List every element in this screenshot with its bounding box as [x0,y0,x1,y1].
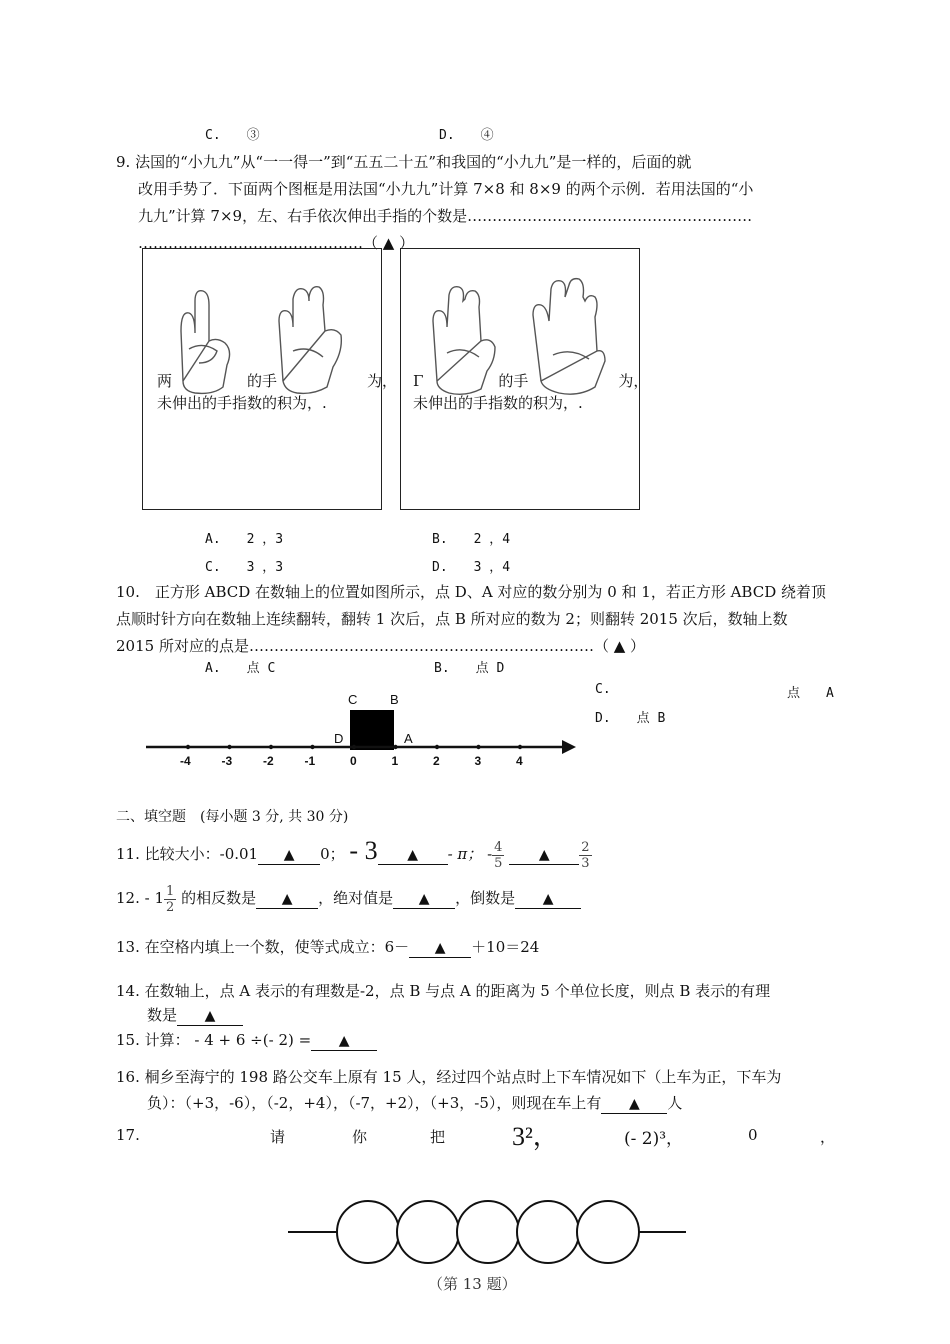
circle-1[interactable] [337,1201,399,1263]
q9-option-c: C. 3 ，3 [205,560,284,575]
q17-expr-1: 3²， [512,1122,559,1151]
q14-blank[interactable]: ▲ [177,1006,243,1026]
q14-line-2: 数是 [147,1006,178,1024]
q9-line-2: 改用手势了．下面两个图框是用法国“小九九”计算 7×8 和 8×9 的两个示例．若用法国的“小 [138,180,754,198]
q12-blank-3[interactable]: ▲ [515,889,581,909]
tick-mark [227,745,231,749]
q11-after-1: 0； [320,845,345,863]
q9-line-1: 9. 法国的“小九九”从“一一得一”到“五五二十五”和我国的“小九九”是一样的，后面的就 [116,153,692,171]
question-10 [116,579,838,660]
tick-mark [476,745,480,749]
q9-option-d: D. 3 ，4 [432,560,511,575]
q9-option-b: B. 2 ，4 [432,532,511,547]
circle-2[interactable] [397,1201,459,1263]
q9-right-note-2: 未伸出的手指数的积为，. [413,394,583,412]
tick-mark [310,745,314,749]
q10-option-a: A. 点 C [205,661,276,676]
tick-label: 0 [350,754,357,768]
tick-label: -3 [221,754,233,768]
question-9 [116,149,838,257]
q15-prefix: 15. 计算： - 4 + 6 ÷(- 2) = [116,1031,312,1049]
q9-line-3: 九九”计算 7×9，左、右手依次伸出手指的个数是………………………………………………… [138,207,753,225]
q17-number: 17. [116,1126,140,1144]
q17-word-1: 请 [270,1128,286,1146]
q11-minus3: - 3 [349,836,378,865]
tick-mark [186,745,190,749]
circle-3[interactable] [457,1201,519,1263]
q11-prefix: 11. 比较大小：-0.01 [116,845,259,863]
q12-blank-1[interactable]: ▲ [256,889,318,909]
tick-label: 2 [433,754,440,768]
q9-left-note-2: 未伸出的手指数的积为，. [157,394,327,412]
q13-suffix: ＋10＝24 [471,938,540,956]
question-15 [116,1028,377,1052]
circle-4[interactable] [517,1201,579,1263]
axis-arrow-icon [562,740,576,754]
q12-text-3: ，倒数是 [455,889,516,907]
tick-label: 1 [391,754,399,768]
q11-blank-1[interactable]: ▲ [258,845,320,865]
question-16 [116,1064,838,1116]
q11-blank-2[interactable]: ▲ [378,845,448,865]
q9-line-4: ………………………………………（ ▲ ） [138,234,415,252]
number-line-figure [140,688,582,772]
q11-fraction-1: $\frac{4}{5}$ [494,839,503,871]
tick-label: -1 [304,754,316,768]
q16-line-1: 16. 桐乡至海宁的 198 路公交车上原有 15 人，经过四个站点时上下车情况如下（上车为正，下车为 [116,1068,782,1086]
q17-word-2: 你 [352,1128,368,1146]
tick-label: 3 [474,754,482,768]
q9-left-note-1: 两 的手 为， [157,372,398,390]
q9-right-note-1: Γ 的手 为， [413,372,649,390]
q16-unit: 人 [667,1094,683,1112]
tick-mark [393,745,397,749]
label-b: B [390,692,399,707]
q10-line-1: 10. 正方形 ABCD 在数轴上的位置如图所示，点 D、A 对应的数分别为 0 和 1，若正方形 ABCD 绕着顶 [116,583,826,601]
tick-mark [518,745,522,749]
q12-text-1: 的相反数是 [181,889,257,907]
q10-option-c-label: C. [595,682,611,697]
q17-expr-2: (- 2)³， [624,1129,684,1149]
q8-option-d: D. ④ [439,128,494,143]
label-d: D [334,731,344,746]
tick-label: -2 [263,754,274,768]
tick-label: -4 [180,754,191,768]
q16-line-2: 负）：（+3，-6），（-2，+4），（-7，+2），（+3，-5），则现在车上有 [147,1094,602,1112]
section-2-title: 二、填空题 (每小题 3 分, 共 30 分) [116,809,349,825]
tick-mark [352,745,356,749]
q10-option-c-text: 点 A [787,686,834,701]
question-13 [116,935,539,959]
figure-13-caption: （第 13 题） [428,1275,517,1293]
question-14 [116,979,838,1027]
q17-zero: 0 [748,1126,758,1144]
label-c: C [348,692,358,707]
tick-mark [435,745,439,749]
q12-prefix: 12. - 1 [116,889,165,907]
q11-blank-3[interactable]: ▲ [509,845,579,865]
q17-word-3: 把 [430,1128,446,1146]
question-11 [116,833,592,872]
q15-blank[interactable]: ▲ [311,1031,377,1051]
q12-blank-2[interactable]: ▲ [393,889,455,909]
q12-text-2: ，绝对值是 [318,889,394,907]
q10-line-3: 2015 所对应的点是……………………………………………………………（ ▲ ） [116,637,646,655]
q10-option-b: B. 点 D [434,661,505,676]
q13-prefix: 13. 在空格内填上一个数，使等式成立：6－ [116,938,410,956]
q10-option-d: D. 点 B [595,711,666,726]
tick-mark [269,745,273,749]
q17-comma: ， [820,1128,836,1146]
q10-line-2: 点顺时针方向在数轴上连续翻转，翻转 1 次后，点 B 所对应的数为 2；则翻转 2015 次后，数轴上数 [116,610,788,628]
q11-neg-pi: - π； [447,845,483,863]
q11-neg: - [487,845,493,863]
q12-fraction: $\frac{1}{2}$ [166,883,175,915]
square-abcd [350,710,394,750]
label-a: A [404,731,413,746]
q13-blank[interactable]: ▲ [409,938,471,958]
q13-figure-circles [288,1196,688,1272]
q14-line-1: 14. 在数轴上，点 A 表示的有理数是-2，点 B 与点 A 的距离为 5 个单位长度，则点 B 表示的有理 [116,982,771,1000]
q11-fraction-2: $\frac{2}{3}$ [581,839,590,871]
q16-blank[interactable]: ▲ [601,1094,667,1114]
tick-label: 4 [516,754,523,768]
circle-5[interactable] [577,1201,639,1263]
q8-option-c: C. ③ [205,128,260,143]
q9-option-a: A. 2 ，3 [205,532,284,547]
question-12 [116,880,581,916]
q9-panel-left [142,248,398,510]
q9-panel-right [400,248,649,510]
